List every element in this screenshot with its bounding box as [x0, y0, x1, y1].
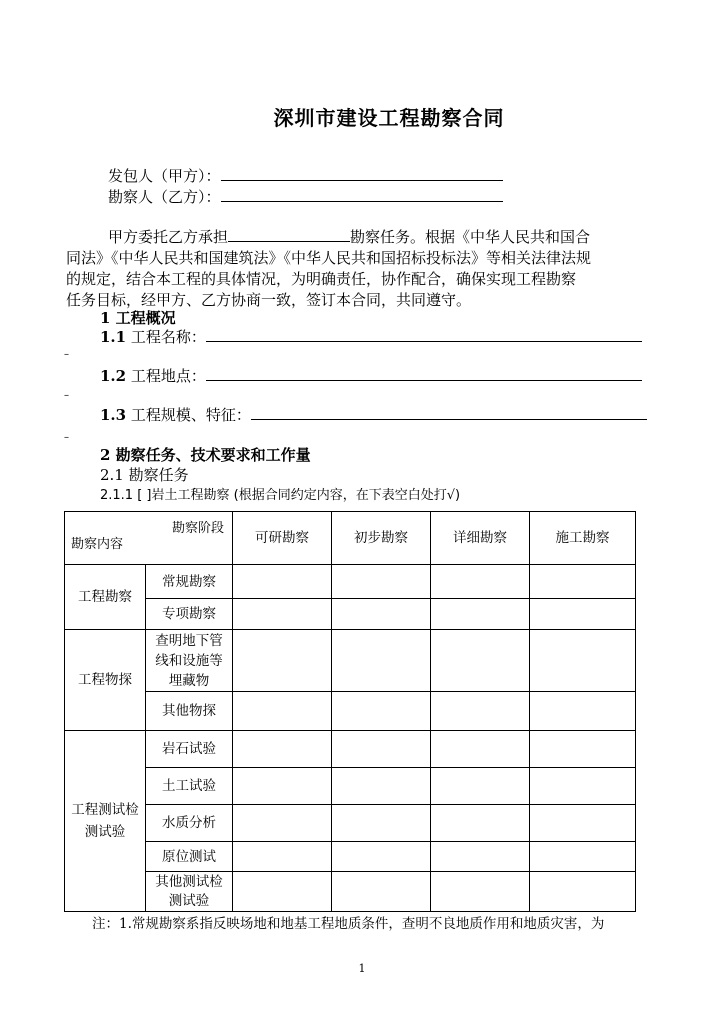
- check-cell[interactable]: [233, 731, 332, 768]
- project-scale-blank[interactable]: [251, 405, 647, 420]
- dash-mark: –: [64, 349, 69, 360]
- table-note: 注：1.常规勘察系指反映场地和地基工程地质条件，查明不良地质作用和地质灾害，为: [92, 916, 605, 932]
- check-cell[interactable]: [530, 872, 636, 912]
- corner-top-label: 勘察阶段: [171, 521, 224, 536]
- intro-text-post: 勘察任务。根据《中华人民共和国合: [350, 228, 591, 246]
- check-cell[interactable]: [530, 565, 636, 599]
- check-cell[interactable]: [431, 731, 530, 768]
- check-cell[interactable]: [431, 599, 530, 630]
- intro-line-3: 的规定，结合本工程的具体情况，为明确责任，协作配合，确保实现工程勘察: [66, 270, 577, 288]
- check-cell[interactable]: [431, 842, 530, 872]
- party-b-label: 勘察人（乙方）：: [108, 188, 221, 206]
- project-location-label: 工程地点：: [130, 367, 206, 385]
- check-cell[interactable]: [233, 599, 332, 630]
- check-cell[interactable]: [233, 692, 332, 731]
- stage-header: 施工勘察: [530, 512, 636, 565]
- row-label: [146, 630, 233, 692]
- check-cell[interactable]: [332, 872, 431, 912]
- row-label: 常规勘察: [146, 565, 233, 599]
- check-cell[interactable]: [530, 731, 636, 768]
- group-label: 工程勘察: [65, 565, 146, 630]
- check-cell[interactable]: [233, 805, 332, 842]
- check-cell[interactable]: [332, 842, 431, 872]
- project-name-blank[interactable]: [206, 327, 642, 342]
- project-location-blank[interactable]: [206, 366, 642, 381]
- row-label: 水质分析: [146, 805, 233, 842]
- check-cell[interactable]: [530, 692, 636, 731]
- check-cell[interactable]: [530, 599, 636, 630]
- check-cell[interactable]: [332, 692, 431, 731]
- project-location-line: [100, 366, 642, 386]
- check-cell[interactable]: [431, 692, 530, 731]
- check-cell[interactable]: [530, 842, 636, 872]
- check-cell[interactable]: [530, 768, 636, 805]
- check-cell[interactable]: [233, 842, 332, 872]
- check-cell[interactable]: [233, 768, 332, 805]
- group-label: [65, 731, 146, 912]
- stage-header: 初步勘察: [332, 512, 431, 565]
- row-label-text: 其他测试检测试验: [155, 873, 223, 909]
- party-b-blank[interactable]: [221, 187, 503, 202]
- check-cell[interactable]: [431, 768, 530, 805]
- group-label: 工程物探: [65, 630, 146, 731]
- party-a-blank[interactable]: [221, 166, 503, 181]
- project-name-label: 工程名称：: [130, 328, 206, 346]
- check-cell[interactable]: [332, 805, 431, 842]
- section1-heading: 1 工程概况: [100, 309, 176, 327]
- project-scale-label: 工程规模、特征：: [130, 406, 251, 424]
- item-number: 1.2: [100, 367, 127, 385]
- group-label-text: 工程测试检测试验: [71, 802, 139, 840]
- row-label: 专项勘察: [146, 599, 233, 630]
- page-title: 深圳市建设工程勘察合同: [273, 106, 505, 130]
- intro-line-4: 任务目标，经甲方、乙方协商一致，签订本合同，共同遵守。: [66, 291, 472, 309]
- row-label-text: 查明地下管线和设施等埋藏物: [155, 632, 223, 689]
- check-cell[interactable]: [332, 599, 431, 630]
- item-number: 1.3: [100, 406, 127, 424]
- dash-mark: –: [64, 432, 69, 443]
- project-name-line: [100, 327, 642, 347]
- party-a-label: 发包人（甲方）：: [108, 167, 221, 185]
- row-label: 岩石试验: [146, 731, 233, 768]
- check-cell[interactable]: [431, 565, 530, 599]
- intro-line-2: 同法》《中华人民共和国建筑法》《中华人民共和国招标投标法》等相关法律法规: [66, 249, 592, 267]
- check-cell[interactable]: [431, 630, 530, 692]
- section2-heading: 2 勘察任务、技术要求和工作量: [100, 446, 311, 464]
- intro-text-pre: 甲方委托乙方承担: [108, 228, 229, 246]
- page-number: 1: [358, 962, 366, 975]
- item-number: 1.1: [100, 328, 127, 346]
- row-label: [146, 872, 233, 912]
- survey-task-table: [64, 511, 636, 912]
- row-label: 其他物探: [146, 692, 233, 731]
- project-scale-line: [100, 405, 647, 425]
- check-cell[interactable]: [431, 805, 530, 842]
- check-cell[interactable]: [233, 630, 332, 692]
- row-label: 原位测试: [146, 842, 233, 872]
- party-b-line: [108, 187, 503, 207]
- check-cell[interactable]: [233, 872, 332, 912]
- check-cell[interactable]: [233, 565, 332, 599]
- check-cell[interactable]: [332, 768, 431, 805]
- check-cell[interactable]: [530, 805, 636, 842]
- party-a-line: [108, 166, 503, 186]
- stage-header: 可研勘察: [233, 512, 332, 565]
- row-label: 土工试验: [146, 768, 233, 805]
- check-cell[interactable]: [530, 630, 636, 692]
- task-blank[interactable]: [228, 227, 350, 242]
- check-cell[interactable]: [332, 731, 431, 768]
- check-cell[interactable]: [332, 630, 431, 692]
- table-corner-header: [65, 512, 233, 565]
- intro-line-1: [108, 227, 590, 247]
- stage-header: 详细勘察: [431, 512, 530, 565]
- section2-sub1-1: 2.1.1 [ ]岩土工程勘察 (根据合同约定内容，在下表空白处打√): [100, 488, 461, 503]
- dash-mark: –: [64, 390, 69, 401]
- check-cell[interactable]: [332, 565, 431, 599]
- check-cell[interactable]: [431, 872, 530, 912]
- section2-sub1: 2.1 勘察任务: [100, 466, 189, 484]
- corner-bottom-label: 勘察内容: [71, 537, 124, 552]
